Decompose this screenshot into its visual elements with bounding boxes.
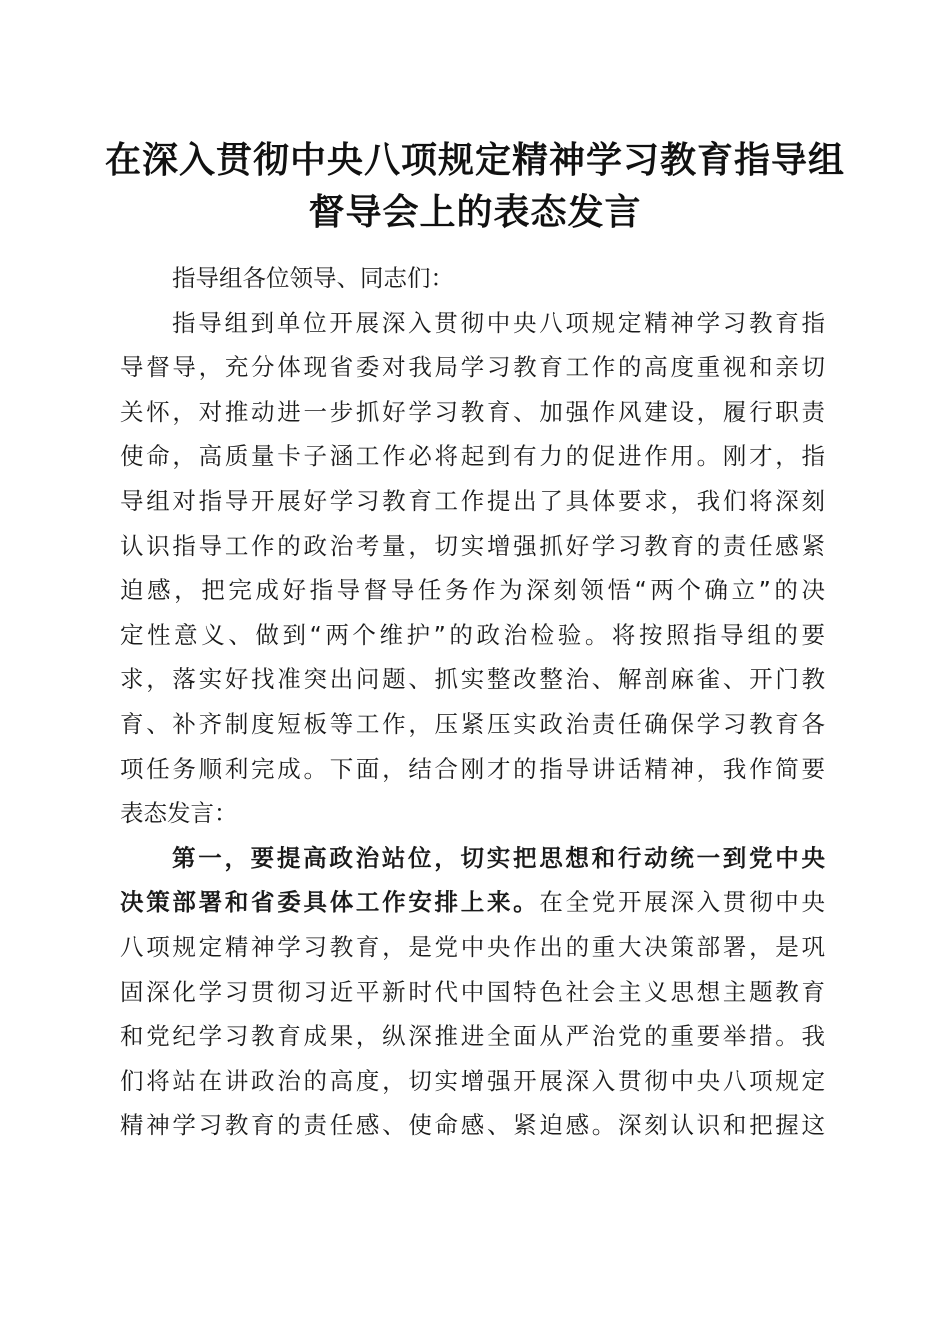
paragraph-2 (120, 836, 825, 1148)
paragraph-line: 导督导，充分体现省委对我局学习教育工作的高度重视和亲切 (120, 353, 825, 382)
title-line-1: 在深入贯彻中央八项规定精神学习教育指导组 (104, 139, 845, 181)
section-heading-line: 第一，要提高政治站位，切实把思想和行动统一到党中央 (172, 843, 825, 872)
paragraph-1 (120, 301, 825, 836)
document-body (120, 256, 825, 1148)
paragraph-line-rest: 在全党开展深入贯彻中央 (539, 888, 826, 917)
paragraph-line: 育、补齐制度短板等工作，压紧压实政治责任确保学习教育各 (120, 709, 825, 738)
paragraph-line (120, 880, 825, 925)
paragraph-line: 指导组到单位开展深入贯彻中央八项规定精神学习教育指 (172, 308, 825, 337)
paragraph-line: 定性意义、做到“两个维护”的政治检验。将按照指导组的要 (120, 620, 825, 649)
paragraph-line: 导组对指导开展好学习教育工作提出了具体要求，我们将深刻 (120, 486, 825, 515)
paragraph-line: 认识指导工作的政治考量，切实增强抓好学习教育的责任感紧 (120, 531, 825, 560)
paragraph-line: 项任务顺利完成。下面，结合刚才的指导讲话精神，我作简要 (120, 754, 825, 783)
paragraph-line: 和党纪学习教育成果，纵深推进全面从严治党的重要举措。我 (120, 1022, 825, 1051)
paragraph-line: 关怀，对推动进一步抓好学习教育、加强作风建设，履行职责 (120, 397, 825, 426)
paragraph-line: 迫感，把完成好指导督导任务作为深刻领悟“两个确立”的决 (120, 576, 825, 605)
paragraph-line: 表态发言： (120, 799, 238, 828)
paragraph-line: 固深化学习贯彻习近平新时代中国特色社会主义思想主题教育 (120, 977, 825, 1006)
paragraph-line: 八项规定精神学习教育，是党中央作出的重大决策部署，是巩 (120, 932, 825, 961)
paragraph-line: 精神学习教育的责任感、使命感、紧迫感。深刻认识和把握这 (120, 1111, 825, 1140)
salutation: 指导组各位领导、同志们： (172, 264, 454, 292)
document-title (60, 134, 890, 238)
paragraph-line: 们将站在讲政治的高度，切实增强开展深入贯彻中央八项规定 (120, 1066, 825, 1095)
paragraph-line: 使命，高质量卡子涵工作必将起到有力的促进作用。刚才，指 (120, 442, 825, 471)
section-heading-continued: 决策部署和省委具体工作安排上来。 (120, 888, 540, 917)
paragraph-line: 求，落实好找准突出问题、抓实整改整治、解剖麻雀、开门教 (120, 665, 825, 694)
title-line-2: 督导会上的表态发言 (308, 191, 642, 233)
